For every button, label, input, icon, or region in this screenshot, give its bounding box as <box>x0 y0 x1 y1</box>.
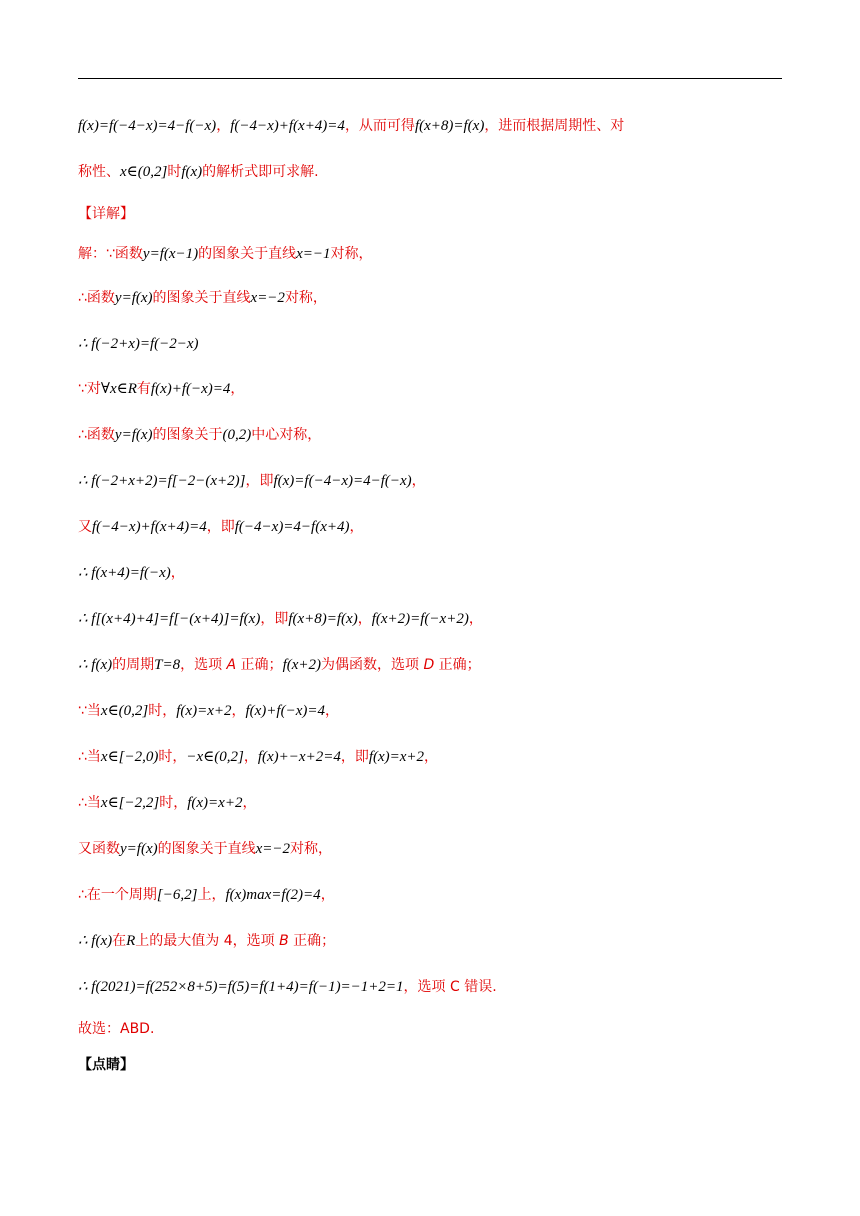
text-line <box>78 287 782 309</box>
text: ∵对 <box>78 381 101 397</box>
text: ∵当 <box>78 703 101 719</box>
text: ∴函数 <box>78 427 115 443</box>
text: ∴在一个周期 <box>78 887 157 903</box>
text: 称性、 <box>78 164 120 180</box>
text-line <box>78 333 782 355</box>
text-line <box>78 746 782 768</box>
text: ∴当 <box>78 795 101 811</box>
formula: x∈[−2,2] <box>100 795 160 811</box>
text: ， <box>170 565 185 581</box>
formula: f(x+2) <box>282 657 321 673</box>
text: 的周期 <box>112 657 155 673</box>
formula: y=f(x) <box>114 427 153 443</box>
formula: ∴ f(x) <box>78 933 113 949</box>
text-line <box>78 562 782 584</box>
section-heading-comment <box>78 1054 782 1076</box>
text-line <box>78 976 782 998</box>
text: ， <box>424 749 439 765</box>
formula: [−6,2] <box>156 887 198 903</box>
text-line <box>78 654 782 676</box>
text: 解：∵函数 <box>78 246 143 262</box>
text: ，选项 <box>180 657 227 673</box>
formula: f(x+8)=f(x) <box>288 611 358 627</box>
formula: f(x)=x+2 <box>368 749 425 765</box>
formula: y=f(x) <box>114 290 153 306</box>
text-line <box>78 516 782 538</box>
text-line <box>78 115 782 137</box>
text: 又 <box>78 519 92 535</box>
text: 的图象关于直线 <box>157 841 256 857</box>
section-heading-detail <box>78 203 782 225</box>
text: ∴当 <box>78 749 101 765</box>
formula: ∴ f(−2+x)=f(−2−x) <box>78 336 199 352</box>
header-rule <box>78 78 782 79</box>
text: 为偶函数，选项 <box>321 657 424 673</box>
formula: (0,2) <box>222 427 252 443</box>
text-line <box>78 792 782 814</box>
text: ， <box>242 795 257 811</box>
text: 对称， <box>284 290 327 306</box>
text: 的图象关于 <box>152 427 223 443</box>
text: 【点睛】 <box>78 1057 134 1073</box>
formula: x=−1 <box>296 246 331 262</box>
formula: f(x)=f(−4−x)=4−f(−x) <box>273 473 412 489</box>
text: ，即 <box>260 611 289 627</box>
text: ， <box>243 749 258 765</box>
text: 时， <box>148 703 177 719</box>
formula: ∴ f[(x+4)+4]=f[−(x+4)]=f(x) <box>78 611 261 627</box>
text: ， <box>216 118 231 134</box>
formula: T=8 <box>154 657 181 673</box>
formula: R <box>126 933 136 949</box>
text: 正确； <box>434 657 481 673</box>
text: ， <box>411 473 426 489</box>
text: ， <box>468 611 483 627</box>
formula: −x∈(0,2] <box>186 749 244 765</box>
formula: ∴ f(−2+x+2)=f[−2−(x+2)] <box>78 473 246 489</box>
option-letter: B <box>279 933 289 949</box>
formula: y=f(x−1) <box>142 246 199 262</box>
text-line <box>78 930 782 952</box>
formula: ∴ f(x) <box>78 657 113 673</box>
text: 上的最大值为 4，选项 <box>135 933 280 949</box>
text: 时， <box>158 749 187 765</box>
formula: f(−4−x)+f(x+4)=4 <box>230 118 345 134</box>
text: ，进而根据周期性、对 <box>484 118 625 134</box>
text: ， <box>231 703 246 719</box>
text: 时 <box>167 164 182 180</box>
formula: y=f(x) <box>120 841 158 857</box>
formula: f(x)=x+2 <box>176 703 232 719</box>
formula: f(x) <box>181 164 203 180</box>
formula: f(−4−x)=4−f(x+4) <box>234 519 350 535</box>
text: 对称， <box>290 841 333 857</box>
option-letter: D <box>423 657 435 673</box>
formula: x=−2 <box>250 290 285 306</box>
text: ， <box>230 381 245 397</box>
formula: f(x+2)=f(−x+2) <box>371 611 469 627</box>
option-letter: A <box>226 657 237 673</box>
text: 【详解】 <box>78 206 134 222</box>
formula: x∈(0,2] <box>120 164 168 180</box>
text: ，即 <box>245 473 274 489</box>
text: 上， <box>197 887 226 903</box>
text: ， <box>320 887 335 903</box>
text: 正确； <box>236 657 283 673</box>
formula: f(x)+f(−x)=4 <box>245 703 325 719</box>
text-line <box>78 243 782 265</box>
formula: x=−2 <box>255 841 291 857</box>
text-line <box>78 424 782 446</box>
formula: ∴ f(x+4)=f(−x) <box>78 565 171 581</box>
text-line <box>78 470 782 492</box>
formula: f(−4−x)+f(x+4)=4 <box>92 519 207 535</box>
text: 又函数 <box>78 841 120 857</box>
text: 时， <box>159 795 188 811</box>
text: 有 <box>136 381 151 397</box>
formula: x∈[−2,0) <box>100 749 159 765</box>
text: 对称， <box>330 246 373 262</box>
text: 中心对称， <box>251 427 322 443</box>
text: 的解析式即可求解. <box>202 164 319 180</box>
text: 在 <box>112 933 127 949</box>
text-line <box>78 608 782 630</box>
text: 正确； <box>288 933 336 949</box>
answer-line <box>78 1018 782 1040</box>
text-line <box>78 700 782 722</box>
text: ，选项 C 错误. <box>403 979 497 995</box>
text: 的图象关于直线 <box>198 246 297 262</box>
formula: f(x)=x+2 <box>187 795 243 811</box>
text: ，即 <box>340 749 369 765</box>
text: 的图象关于直线 <box>152 290 251 306</box>
text: ∴函数 <box>78 290 115 306</box>
formula: ∴ f(2021)=f(252×8+5)=f(5)=f(1+4)=f(−1)=−1+2=1 <box>78 979 404 995</box>
text: ， <box>349 519 364 535</box>
text: ， <box>324 703 339 719</box>
text-line <box>78 161 782 183</box>
text-line <box>78 884 782 906</box>
formula: f(x)=f(−4−x)=4−f(−x) <box>78 118 217 134</box>
text: 故选：ABD. <box>78 1021 155 1037</box>
text: ，即 <box>206 519 235 535</box>
formula: f(x)+−x+2=4 <box>257 749 341 765</box>
text: ， <box>357 611 372 627</box>
formula: f(x)+f(−x)=4 <box>150 381 231 397</box>
formula: ∀x∈R <box>100 381 137 397</box>
formula: x∈(0,2] <box>100 703 149 719</box>
formula: f(x+8)=f(x) <box>414 118 485 134</box>
text-line <box>78 378 782 400</box>
text-line <box>78 838 782 860</box>
text: ，从而可得 <box>344 118 415 134</box>
formula: f(x)max=f(2)=4 <box>225 887 321 903</box>
